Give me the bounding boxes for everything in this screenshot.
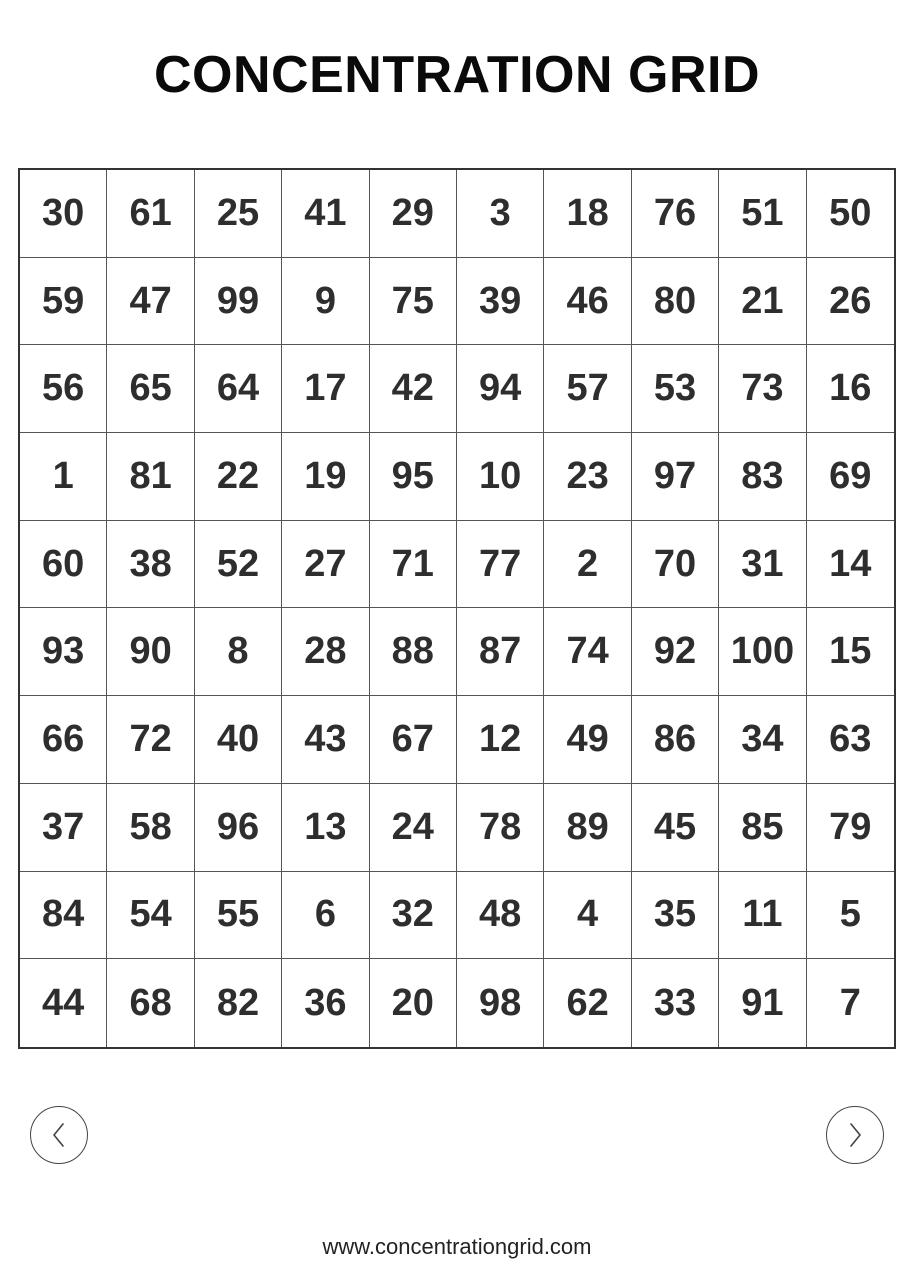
grid-cell[interactable]: 71 [370, 521, 457, 609]
grid-cell[interactable]: 16 [807, 345, 894, 433]
grid-cell[interactable]: 37 [20, 784, 107, 872]
grid-cell[interactable]: 46 [544, 258, 631, 346]
grid-cell[interactable]: 9 [282, 258, 369, 346]
previous-button[interactable] [30, 1106, 88, 1164]
grid-cell[interactable]: 100 [719, 608, 806, 696]
grid-cell[interactable]: 33 [632, 959, 719, 1047]
grid-cell[interactable]: 51 [719, 170, 806, 258]
grid-cell[interactable]: 5 [807, 872, 894, 960]
grid-cell[interactable]: 94 [457, 345, 544, 433]
grid-cell[interactable]: 4 [544, 872, 631, 960]
grid-cell[interactable]: 10 [457, 433, 544, 521]
grid-cell[interactable]: 85 [719, 784, 806, 872]
grid-cell[interactable]: 66 [20, 696, 107, 784]
grid-cell[interactable]: 42 [370, 345, 457, 433]
grid-cell[interactable]: 44 [20, 959, 107, 1047]
grid-cell[interactable]: 23 [544, 433, 631, 521]
grid-cell[interactable]: 54 [107, 872, 194, 960]
grid-cell[interactable]: 73 [719, 345, 806, 433]
grid-cell[interactable]: 36 [282, 959, 369, 1047]
grid-cell[interactable]: 57 [544, 345, 631, 433]
grid-cell[interactable]: 74 [544, 608, 631, 696]
grid-cell[interactable]: 53 [632, 345, 719, 433]
next-button[interactable] [826, 1106, 884, 1164]
grid-cell[interactable]: 50 [807, 170, 894, 258]
grid-cell[interactable]: 92 [632, 608, 719, 696]
footer-url[interactable]: www.concentrationgrid.com [322, 1234, 592, 1259]
grid-cell[interactable]: 15 [807, 608, 894, 696]
grid-cell[interactable]: 90 [107, 608, 194, 696]
grid-cell[interactable]: 62 [544, 959, 631, 1047]
grid-cell[interactable]: 91 [719, 959, 806, 1047]
grid-cell[interactable]: 49 [544, 696, 631, 784]
grid-cell[interactable]: 64 [195, 345, 282, 433]
grid-cell[interactable]: 67 [370, 696, 457, 784]
grid-cell[interactable]: 70 [632, 521, 719, 609]
grid-cell[interactable]: 58 [107, 784, 194, 872]
grid-cell[interactable]: 86 [632, 696, 719, 784]
grid-cell[interactable]: 83 [719, 433, 806, 521]
grid-cell[interactable]: 93 [20, 608, 107, 696]
grid-cell[interactable]: 75 [370, 258, 457, 346]
grid-cell[interactable]: 39 [457, 258, 544, 346]
grid-cell[interactable]: 89 [544, 784, 631, 872]
grid-cell[interactable]: 76 [632, 170, 719, 258]
grid-cell[interactable]: 96 [195, 784, 282, 872]
grid-cell[interactable]: 12 [457, 696, 544, 784]
grid-cell[interactable]: 79 [807, 784, 894, 872]
grid-cell[interactable]: 81 [107, 433, 194, 521]
grid-cell[interactable]: 63 [807, 696, 894, 784]
grid-cell[interactable]: 82 [195, 959, 282, 1047]
grid-cell[interactable]: 30 [20, 170, 107, 258]
grid-cell[interactable]: 35 [632, 872, 719, 960]
grid-cell[interactable]: 40 [195, 696, 282, 784]
grid-cell[interactable]: 52 [195, 521, 282, 609]
grid-cell[interactable]: 68 [107, 959, 194, 1047]
grid-cell[interactable]: 55 [195, 872, 282, 960]
grid-cell[interactable]: 26 [807, 258, 894, 346]
grid-cell[interactable]: 25 [195, 170, 282, 258]
grid-cell[interactable]: 60 [20, 521, 107, 609]
grid-cell[interactable]: 80 [632, 258, 719, 346]
grid-cell[interactable]: 22 [195, 433, 282, 521]
grid-cell[interactable]: 56 [20, 345, 107, 433]
grid-cell[interactable]: 19 [282, 433, 369, 521]
grid-cell[interactable]: 2 [544, 521, 631, 609]
grid-cell[interactable]: 59 [20, 258, 107, 346]
grid-cell[interactable]: 1 [20, 433, 107, 521]
grid-cell[interactable]: 77 [457, 521, 544, 609]
chevron-right-icon [845, 1120, 865, 1150]
grid-cell[interactable]: 29 [370, 170, 457, 258]
grid-cell[interactable]: 88 [370, 608, 457, 696]
grid-cell[interactable]: 28 [282, 608, 369, 696]
grid-cell[interactable]: 34 [719, 696, 806, 784]
grid-cell[interactable]: 65 [107, 345, 194, 433]
grid-cell[interactable]: 99 [195, 258, 282, 346]
grid-cell[interactable]: 78 [457, 784, 544, 872]
grid-cell[interactable]: 3 [457, 170, 544, 258]
grid-cell[interactable]: 6 [282, 872, 369, 960]
grid-cell[interactable]: 14 [807, 521, 894, 609]
grid-cell[interactable]: 61 [107, 170, 194, 258]
page-title: CONCENTRATION GRID [153, 46, 760, 104]
grid-cell[interactable]: 20 [370, 959, 457, 1047]
grid-cell[interactable]: 87 [457, 608, 544, 696]
grid-cell[interactable]: 47 [107, 258, 194, 346]
grid-cell[interactable]: 84 [20, 872, 107, 960]
grid-cell[interactable]: 31 [719, 521, 806, 609]
grid-cell[interactable]: 8 [195, 608, 282, 696]
grid-cell[interactable]: 13 [282, 784, 369, 872]
grid-cell[interactable]: 48 [457, 872, 544, 960]
grid-cell[interactable]: 38 [107, 521, 194, 609]
grid-cell[interactable]: 24 [370, 784, 457, 872]
grid-cell[interactable]: 17 [282, 345, 369, 433]
grid-cell[interactable]: 7 [839, 981, 861, 1024]
grid-cell[interactable]: 45 [632, 784, 719, 872]
grid-cell[interactable]: 11 [719, 872, 806, 960]
grid-cell[interactable]: 95 [370, 433, 457, 521]
grid-cell[interactable]: 98 [457, 959, 544, 1047]
grid-cell[interactable]: 18 [544, 170, 631, 258]
grid-cell[interactable]: 72 [107, 696, 194, 784]
grid-cell[interactable]: 41 [282, 170, 369, 258]
grid-cell[interactable]: 32 [370, 872, 457, 960]
grid-cell[interactable]: 69 [807, 433, 894, 521]
number-grid [18, 168, 896, 1049]
grid-cell[interactable]: 21 [719, 258, 806, 346]
grid-cell[interactable]: 97 [632, 433, 719, 521]
chevron-left-icon [49, 1120, 69, 1150]
grid-cell[interactable]: 43 [282, 696, 369, 784]
grid-cell[interactable]: 27 [282, 521, 369, 609]
